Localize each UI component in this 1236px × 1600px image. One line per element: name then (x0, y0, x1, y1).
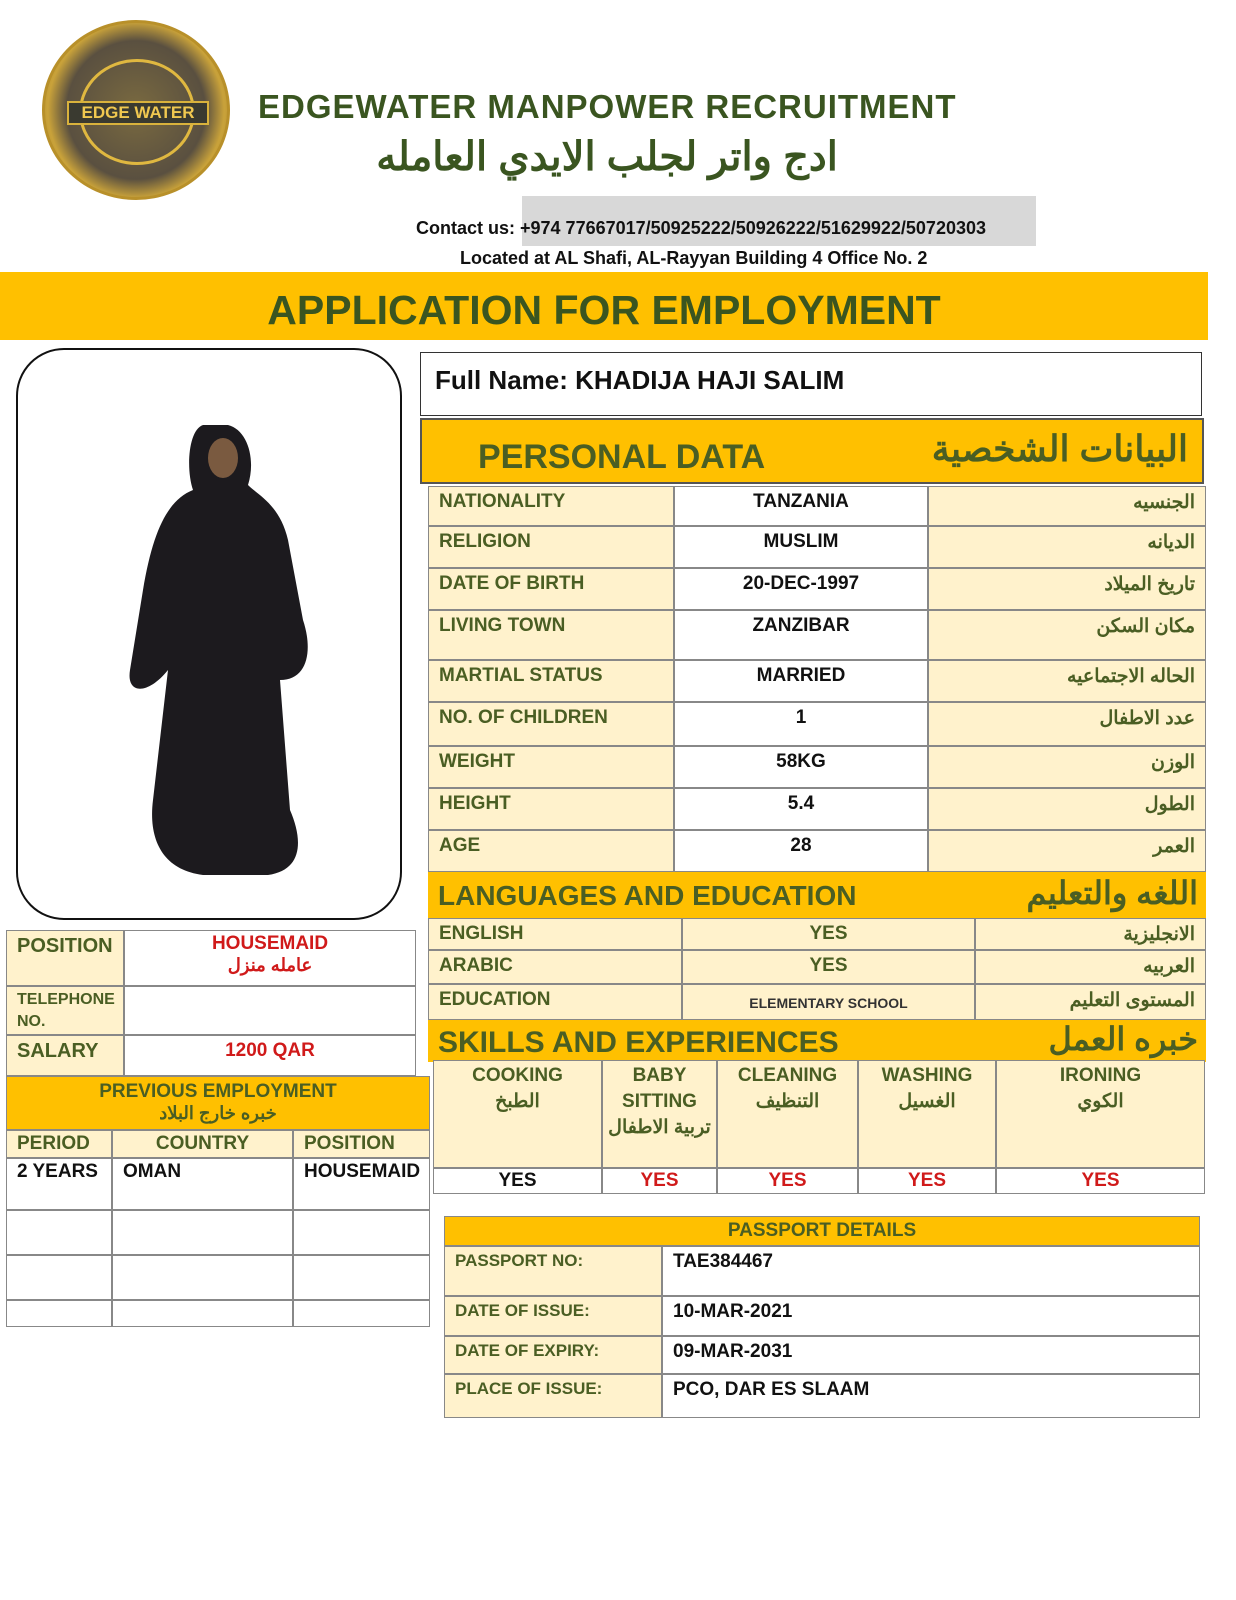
personal-value: 5.4 (674, 788, 928, 830)
personal-value: 58KG (674, 746, 928, 788)
skill-label-ar: الطبخ (495, 1091, 540, 1112)
position-text-ar: عامله منزل (227, 955, 313, 975)
personal-label: DATE OF BIRTH (428, 568, 674, 610)
logo-text: EDGE WATER (67, 101, 209, 125)
previous-cell (112, 1210, 293, 1255)
previous-column-header: POSITION (293, 1130, 430, 1158)
personal-label: MARTIAL STATUS (428, 660, 674, 702)
passport-header (444, 1216, 1200, 1246)
personal-label-ar: الجنسيه (928, 486, 1206, 526)
previous-title: PREVIOUS EMPLOYMENT (99, 1081, 337, 1102)
language-label-ar: الانجليزية (975, 918, 1206, 950)
passport-label: PASSPORT NO: (444, 1246, 662, 1296)
language-label: ARABIC (428, 950, 682, 984)
salary-label: SALARY (6, 1035, 124, 1076)
skill-value: YES (433, 1168, 602, 1194)
telephone-value (124, 986, 416, 1035)
personal-value: 20-DEC-1997 (674, 568, 928, 610)
personal-label-ar: مكان السكن (928, 610, 1206, 660)
personal-data-header (420, 418, 1204, 484)
personal-value: MUSLIM (674, 526, 928, 568)
personal-value: 28 (674, 830, 928, 872)
previous-column-header: COUNTRY (112, 1130, 293, 1158)
previous-cell (6, 1300, 112, 1327)
title-banner (0, 272, 1208, 340)
skill-header (433, 1060, 602, 1168)
previous-cell (6, 1210, 112, 1255)
personal-label-ar: الديانه (928, 526, 1206, 568)
personal-value: TANZANIA (674, 486, 928, 526)
skill-header (996, 1060, 1205, 1168)
language-label: EDUCATION (428, 984, 682, 1020)
previous-cell: 2 YEARS (6, 1158, 112, 1210)
personal-label: HEIGHT (428, 788, 674, 830)
skill-value: YES (717, 1168, 858, 1194)
passport-label: DATE OF ISSUE: (444, 1296, 662, 1336)
passport-value: 10-MAR-2021 (662, 1296, 1200, 1336)
personal-label: WEIGHT (428, 746, 674, 788)
position-text: HOUSEMAID (211, 933, 329, 954)
passport-label: PLACE OF ISSUE: (444, 1374, 662, 1418)
skills-title-ar: خبره العمل (1048, 1021, 1198, 1057)
previous-cell (293, 1255, 430, 1300)
company-logo (42, 20, 230, 200)
skill-label-ar: التنظيف (755, 1091, 820, 1112)
personal-label-ar: عدد الاطفال (928, 702, 1206, 746)
language-label-ar: المستوى التعليم (975, 984, 1206, 1020)
language-label-ar: العربيه (975, 950, 1206, 984)
personal-label-ar: العمر (928, 830, 1206, 872)
previous-cell (112, 1255, 293, 1300)
company-name: EDGEWATER MANPOWER RECRUITMENT (258, 88, 957, 125)
personal-label: RELIGION (428, 526, 674, 568)
location: Located at AL Shafi, AL-Rayyan Building 4 Office No. 2 (460, 248, 928, 268)
skill-header (717, 1060, 858, 1168)
skill-label: CLEANING (737, 1065, 838, 1086)
personal-label: NATIONALITY (428, 486, 674, 526)
personal-data-title-ar: البيانات الشخصية (931, 428, 1188, 469)
personal-value: 1 (674, 702, 928, 746)
skill-label-ar: تربية الاطفال (608, 1117, 711, 1138)
full-name-box (420, 352, 1202, 416)
previous-cell (293, 1210, 430, 1255)
previous-cell: OMAN (112, 1158, 293, 1210)
personal-data-title: PERSONAL DATA (478, 438, 766, 476)
personal-value: MARRIED (674, 660, 928, 702)
passport-title: PASSPORT DETAILS (727, 1220, 917, 1241)
personal-label: NO. OF CHILDREN (428, 702, 674, 746)
language-value: YES (682, 950, 975, 984)
previous-cell (293, 1300, 430, 1327)
skills-title: SKILLS AND EXPERIENCES (438, 1026, 839, 1059)
skill-value: YES (602, 1168, 717, 1194)
full-name: Full Name: KHADIJA HAJI SALIM (435, 365, 845, 395)
skill-label: COOKING (472, 1065, 563, 1086)
company-name-arabic: ادج واتر لجلب الايدي العامله (376, 135, 838, 179)
personal-label-ar: الطول (928, 788, 1206, 830)
previous-cell (112, 1300, 293, 1327)
passport-value: PCO, DAR ES SLAAM (662, 1374, 1200, 1418)
skill-header (858, 1060, 996, 1168)
personal-label-ar: الحاله الاجتماعيه (928, 660, 1206, 702)
previous-employment-header (6, 1076, 430, 1130)
skill-label: BABY SITTING (622, 1065, 697, 1112)
language-label: ENGLISH (428, 918, 682, 950)
personal-label: AGE (428, 830, 674, 872)
skill-label: WASHING (881, 1065, 973, 1086)
previous-cell: HOUSEMAID (293, 1158, 430, 1210)
contact-line (416, 218, 986, 239)
skill-label: IRONING (1059, 1065, 1142, 1086)
skills-header (428, 1020, 1206, 1062)
personal-label-ar: تاريخ الميلاد (928, 568, 1206, 610)
previous-title-ar: خبره خارج البلاد (159, 1103, 277, 1123)
skill-value: YES (996, 1168, 1205, 1194)
previous-column-header: PERIOD (6, 1130, 112, 1158)
language-value: ELEMENTARY SCHOOL (682, 984, 975, 1020)
personal-label: LIVING TOWN (428, 610, 674, 660)
passport-value: 09-MAR-2031 (662, 1336, 1200, 1374)
personal-label-ar: الوزن (928, 746, 1206, 788)
skill-value: YES (858, 1168, 996, 1194)
languages-header (428, 872, 1206, 918)
position-label: POSITION (6, 930, 124, 986)
telephone-label: TELEPHONE NO. (6, 986, 124, 1035)
contact-numbers: +974 77667017/50925222/50926222/51629922/50720303 (520, 218, 986, 238)
language-value: YES (682, 918, 975, 950)
contact-label: Contact us: (416, 218, 515, 238)
salary-value: 1200 QAR (124, 1035, 416, 1076)
applicant-photo (16, 348, 402, 920)
skill-label-ar: الغسيل (898, 1091, 956, 1112)
skill-label-ar: الكوي (1077, 1091, 1124, 1112)
languages-title: LANGUAGES AND EDUCATION (438, 880, 857, 911)
page-title: APPLICATION FOR EMPLOYMENT (267, 287, 941, 333)
personal-value: ZANZIBAR (674, 610, 928, 660)
languages-title-ar: اللغه والتعليم (1026, 875, 1198, 911)
position-value (124, 930, 416, 986)
skill-header (602, 1060, 717, 1168)
previous-cell (6, 1255, 112, 1300)
passport-value: TAE384467 (662, 1246, 1200, 1296)
passport-label: DATE OF EXPIRY: (444, 1336, 662, 1374)
